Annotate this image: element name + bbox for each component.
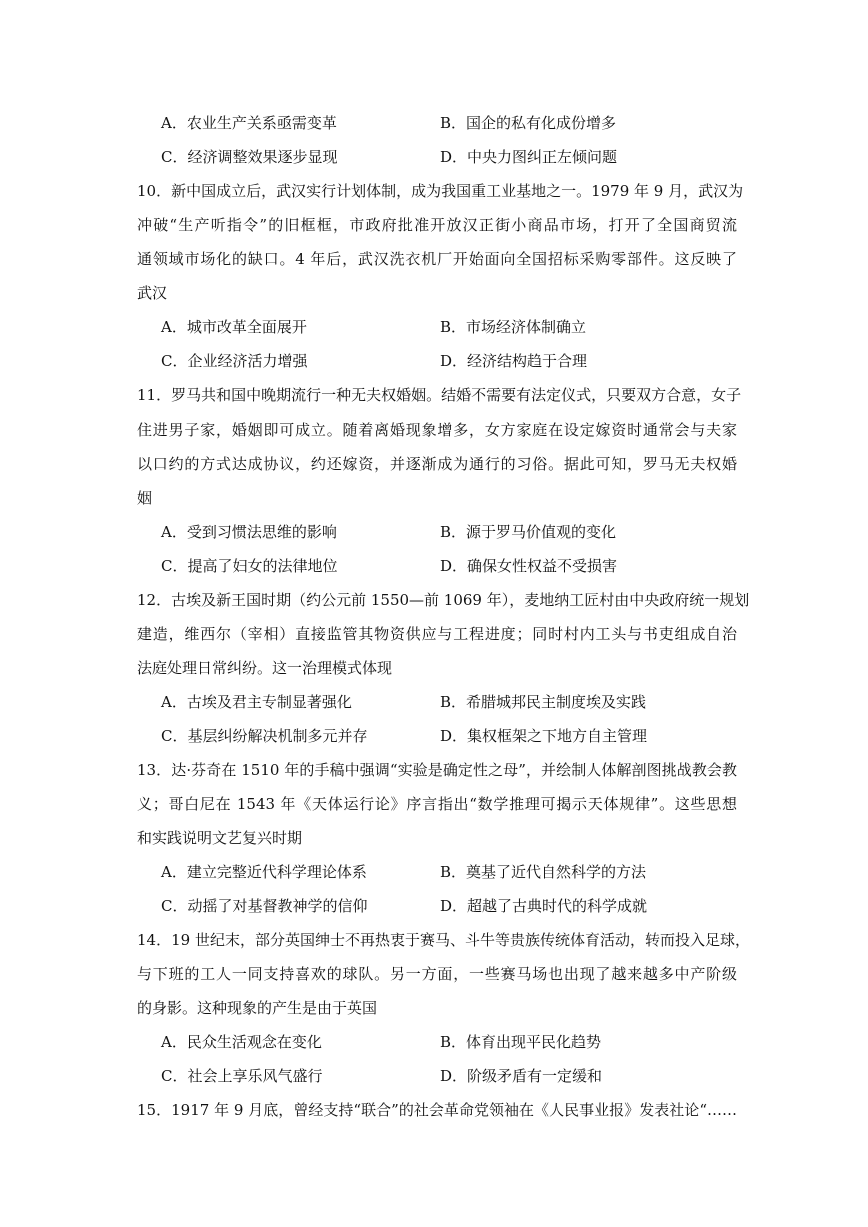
q14-stem-line-2: 与下班的工人一同支持喜欢的球队。另一方面，一些赛马场也出现了越来越多中产阶级: [137, 965, 737, 983]
q11-option-c: C．提高了妇女的法律地位: [161, 557, 338, 575]
q14-stem-line-3: 的身影。这种现象的产生是由于英国: [137, 999, 378, 1017]
q13-stem-line-1: 13．达·芬奇在 1510 年的手稿中强调“实验是确定性之母”，并绘制人体解剖图挑战教会教: [137, 761, 737, 779]
q10-option-b: B．市场经济体制确立: [440, 318, 587, 336]
q11-option-b: B．源于罗马价值观的变化: [440, 523, 617, 541]
q10-option-a: A．城市改革全面展开: [161, 318, 307, 336]
q11-stem-line-1: 11．罗马共和国中晚期流行一种无夫权婚姻。结婚不需要有法定仪式，只要双方合意，女子: [137, 386, 742, 404]
q12-stem-line-3: 法庭处理日常纠纷。这一治理模式体现: [137, 659, 393, 677]
q13-option-c: C．动摇了对基督教神学的信仰: [161, 897, 368, 915]
q10-option-d: D．经济结构趋于合理: [440, 352, 588, 370]
q14-option-d: D．阶级矛盾有一定缓和: [440, 1067, 603, 1085]
q12-option-c: C．基层纠纷解决机制多元并存: [161, 727, 368, 745]
q10-stem-line-2: 冲破“生产听指令”的旧框框，市政府批准开放汉正街小商品市场，打开了全国商贸流: [137, 216, 737, 234]
q12-option-b: B．希腊城邦民主制度埃及实践: [440, 693, 647, 711]
q14-option-b: B．体育出现平民化趋势: [440, 1033, 602, 1051]
q12-stem-line-2: 建造，维西尔（宰相）直接监管其物资供应与工程进度；同时村内工头与书吏组成自治: [137, 625, 737, 643]
q11-option-a: A．受到习惯法思维的影响: [161, 523, 337, 541]
q13-option-d: D．超越了古典时代的科学成就: [440, 897, 648, 915]
q12-stem-line-1: 12．古埃及新王国时期（约公元前 1550—前 1069 年），麦地纳工匠村由中央政府统一规划: [137, 591, 750, 609]
q11-option-d: D．确保女性权益不受损害: [440, 557, 618, 575]
q10-stem-line-1: 10．新中国成立后，武汉实行计划体制，成为我国重工业基地之一。1979 年 9 月，武汉为: [137, 182, 744, 200]
q9-option-c: C．经济调整效果逐步显现: [161, 148, 338, 166]
q11-stem-line-2: 住进男子家，婚姻即可成立。随着离婚现象增多，女方家庭在设定嫁资时通常会与夫家: [137, 421, 737, 439]
q11-stem-line-3: 以口约的方式达成协议，约还嫁资，并逐渐成为通行的习俗。据此可知，罗马无夫权婚: [137, 455, 737, 473]
q9-option-b: B．国企的私有化成份增多: [440, 114, 617, 132]
q10-option-c: C．企业经济活力增强: [161, 352, 308, 370]
q13-option-a: A．建立完整近代科学理论体系: [161, 863, 367, 881]
q10-stem-line-3: 通领域市场化的缺口。4 年后，武汉洗衣机厂开始面向全国招标采购零部件。这反映了: [137, 250, 737, 268]
q14-option-a: A．民众生活观念在变化: [161, 1033, 322, 1051]
q9-option-a: A．农业生产关系亟需变革: [161, 114, 337, 132]
q13-stem-line-3: 和实践说明文艺复兴时期: [137, 829, 303, 847]
q12-option-a: A．古埃及君主专制显著强化: [161, 693, 352, 711]
q15-stem-line-1: 15．1917 年 9 月底，曾经支持“联合”的社会革命党领袖在《人民事业报》发表社论“……: [137, 1101, 737, 1119]
q14-option-c: C．社会上享乐风气盛行: [161, 1067, 323, 1085]
q13-stem-line-2: 义；哥白尼在 1543 年《天体运行论》序言指出“数学推理可揭示天体规律”。这些思想: [137, 795, 737, 813]
q9-option-d: D．中央力图纠正左倾问题: [440, 148, 618, 166]
q13-option-b: B．奠基了近代自然科学的方法: [440, 863, 647, 881]
q10-stem-line-4: 武汉: [137, 284, 168, 302]
q11-stem-line-4: 姻: [137, 489, 153, 507]
q12-option-d: D．集权框架之下地方自主管理: [440, 727, 648, 745]
q14-stem-line-1: 14．19 世纪末，部分英国绅士不再热衷于赛马、斗牛等贵族传统体育活动，转而投入足球，: [137, 931, 750, 949]
